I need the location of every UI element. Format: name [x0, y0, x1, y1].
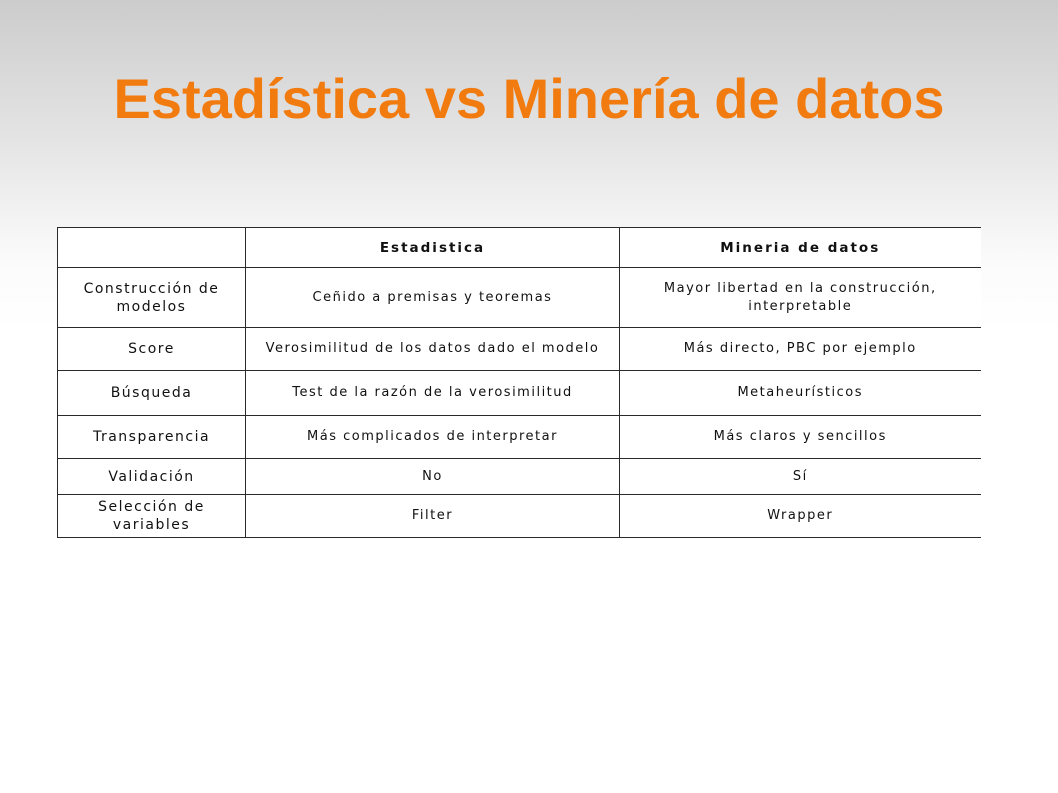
mineria-cell: Wrapper — [620, 495, 981, 538]
mineria-cell: Mayor libertad en la construcción, interpretable — [620, 268, 981, 328]
estadistica-cell: Test de la razón de la verosimilitud — [246, 371, 620, 416]
table-header-row — [58, 228, 981, 268]
table-row — [58, 371, 981, 416]
estadistica-cell: Filter — [246, 495, 620, 538]
row-label: Score — [58, 328, 246, 371]
row-label: Búsqueda — [58, 371, 246, 416]
row-label: Selección de variables — [58, 495, 246, 538]
slide-title: Estadística vs Minería de datos — [113, 67, 945, 130]
table-row — [58, 416, 981, 459]
header-estadistica: Estadistica — [246, 228, 620, 268]
header-empty — [58, 228, 246, 268]
estadistica-cell: No — [246, 459, 620, 495]
table-row — [58, 459, 981, 495]
row-label: Validación — [58, 459, 246, 495]
mineria-cell: Más claros y sencillos — [620, 416, 981, 459]
comparison-table — [57, 227, 981, 538]
estadistica-cell: Verosimilitud de los datos dado el modelo — [246, 328, 620, 371]
estadistica-cell: Más complicados de interpretar — [246, 416, 620, 459]
mineria-cell: Más directo, PBC por ejemplo — [620, 328, 981, 371]
mineria-cell: Metaheurísticos — [620, 371, 981, 416]
estadistica-cell: Ceñido a premisas y teoremas — [246, 268, 620, 328]
table-row — [58, 495, 981, 538]
row-label: Transparencia — [58, 416, 246, 459]
table-row — [58, 328, 981, 371]
mineria-cell: Sí — [620, 459, 981, 495]
header-mineria: Mineria de datos — [620, 228, 981, 268]
table-row — [58, 268, 981, 328]
row-label: Construcción de modelos — [58, 268, 246, 328]
